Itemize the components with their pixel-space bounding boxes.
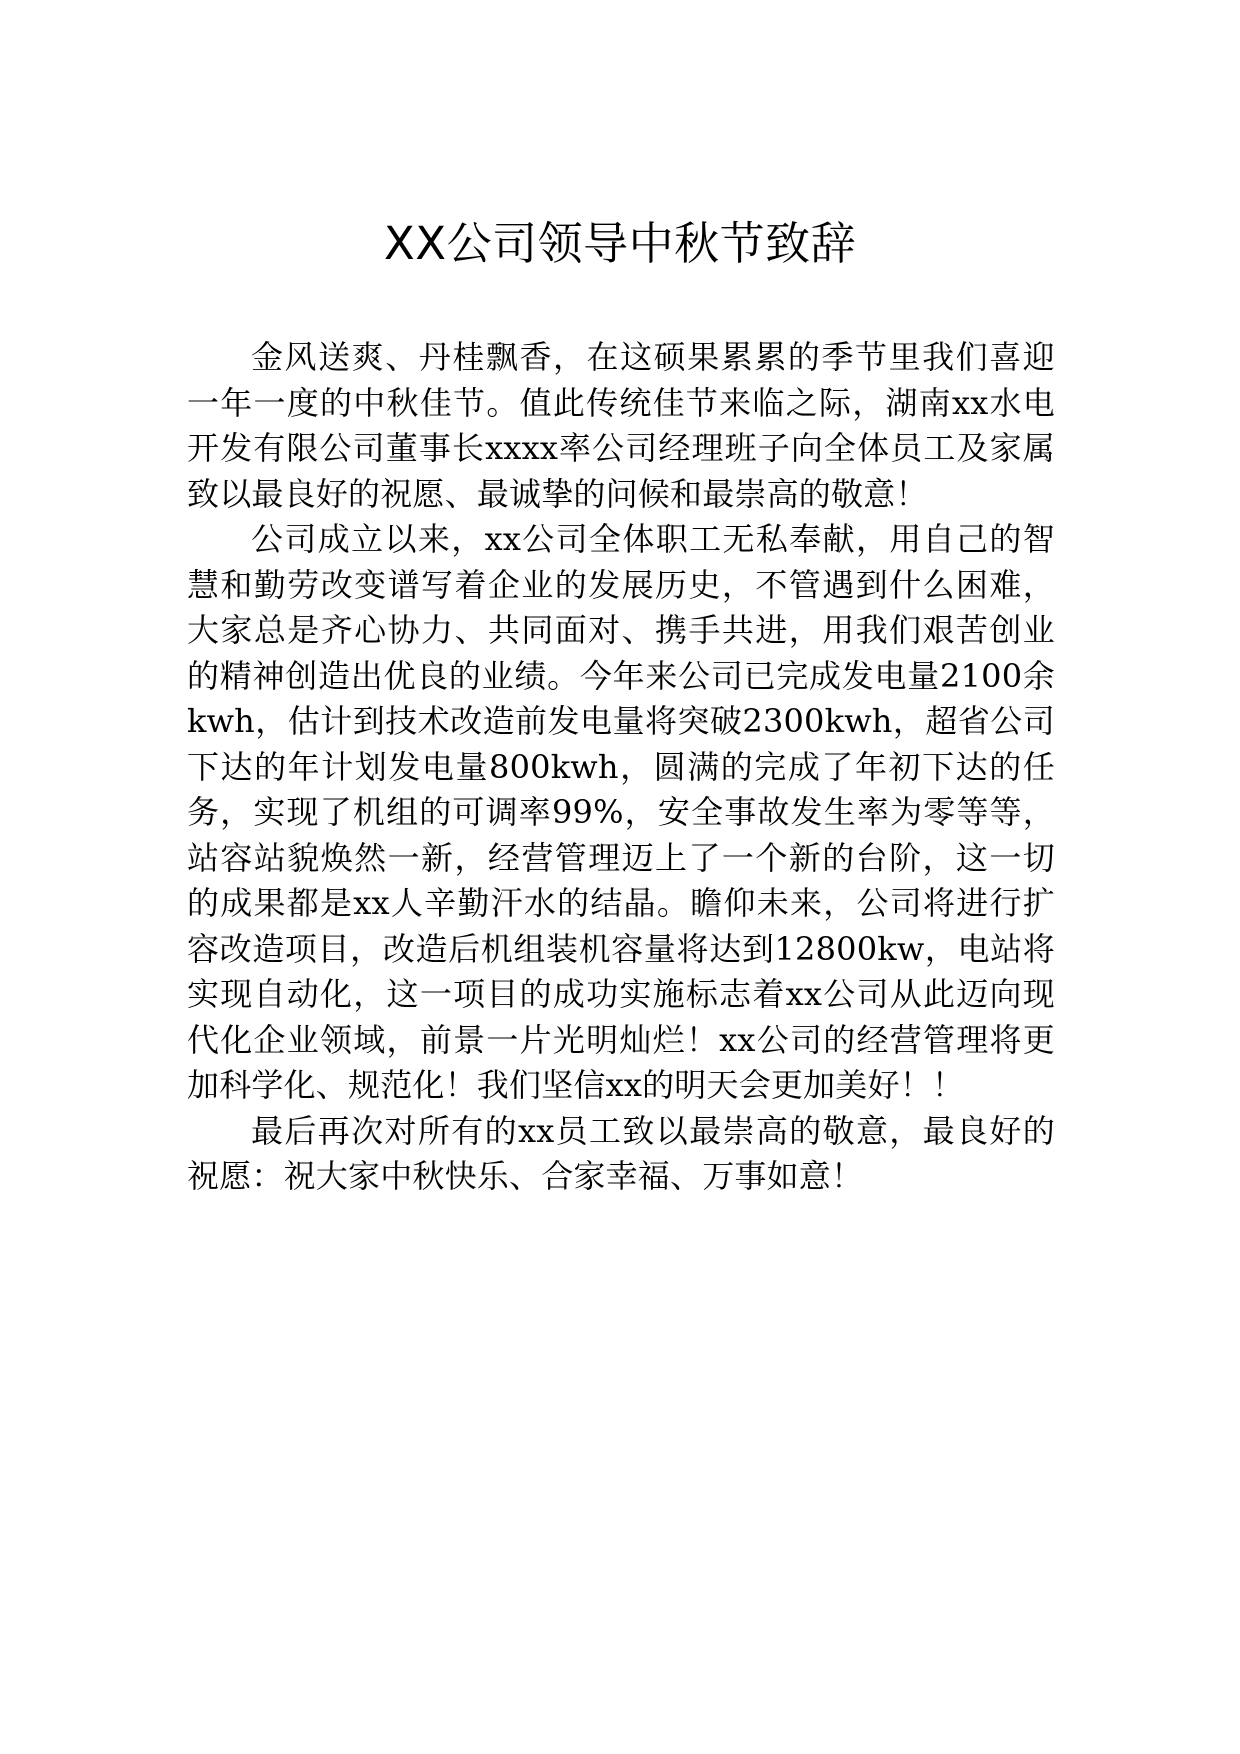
paragraph-greeting: 金风送爽、丹桂飘香，在这硕果累累的季节里我们喜迎一年一度的中秋佳节。值此传统佳节来临之际，湖南xx水电开发有限公司董事长xxxx率公司经理班子向全体员工及家属致以最良好的祝愿、最诚挚的问候和最崇高的敬意！	[187, 338, 1055, 513]
document-body	[187, 335, 1055, 1200]
paragraph-closing: 最后再次对所有的xx员工致以最崇高的敬意，最良好的祝愿：祝大家中秋快乐、合家幸福、万事如意！	[187, 1111, 1055, 1195]
paragraph-achievements: 公司成立以来，xx公司全体职工无私奉献，用自己的智慧和勤劳改变谱写着企业的发展历史，不管遇到什么困难，大家总是齐心协力、共同面对、携手共进，用我们艰苦创业的精神创造出优良的业绩。今年来公司已完成发电量2100余kwh，估计到技术改造前发电量将突破2300kwh，超省公司下达的年计划发电量800kwh，圆满的完成了年初下达的任务，实现了机组的可调率99%，安全事故发生率为零等等，站容站貌焕然一新，经营管理迈上了一个新的台阶，这一切的成果都是xx人辛勤汗水的结晶。瞻仰未来，公司将进行扩容改造项目，改造后机组装机容量将达到12800kw，电站将实现自动化，这一项目的成功实施标志着xx公司从此迈向现代化企业领域，前景一片光明灿烂！xx公司的经营管理将更加科学化、规范化！我们坚信xx的明天会更加美好！！	[187, 520, 1055, 1104]
document-title: XX公司领导中秋节致辞	[383, 217, 857, 270]
